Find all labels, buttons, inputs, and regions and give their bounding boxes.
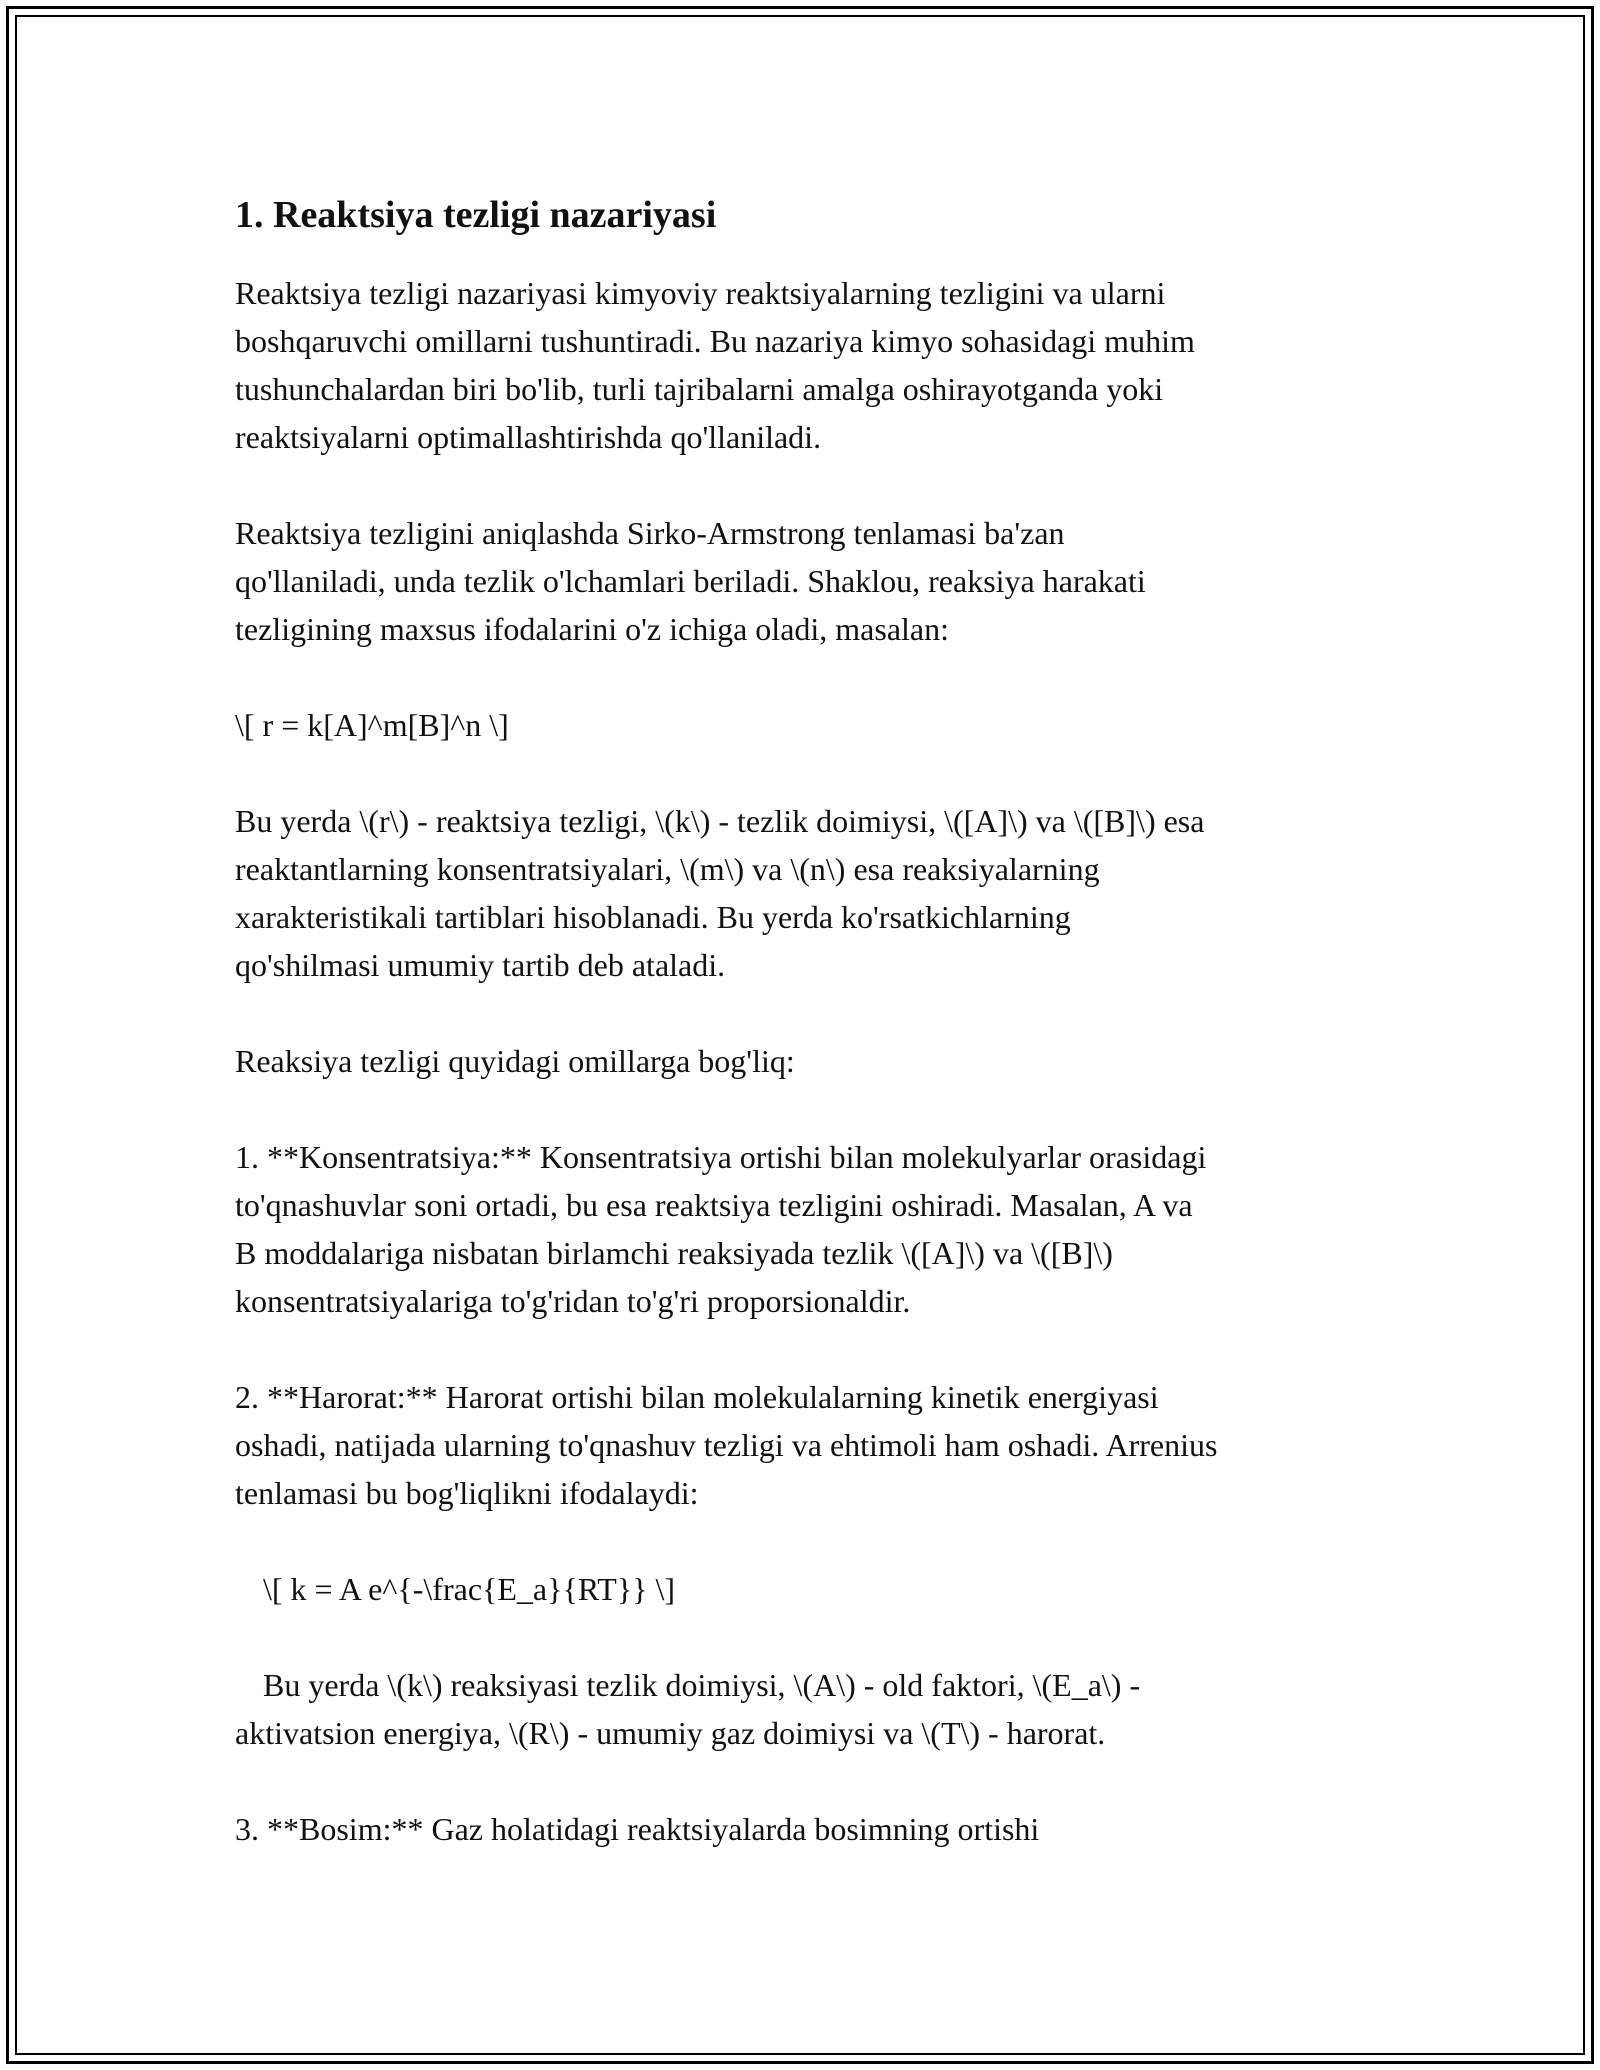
list-item-pressure: 3. **Bosim:** Gaz holatidagi reaktsiyalarda bosimning ortishi [235,1811,1040,1847]
list-item-concentration: 1. **Konsentratsiya:** Konsentratsiya ortishi bilan molekulyarlar orasidagi to'qnashuvlar soni ortadi, bu esa reaktsiya tezligini oshiradi. Masalan, A va B moddalariga nisbatan birlamchi reaksiyada tezlik \([A]\) va \([B]\) konsentratsiyalariga to'g'ridan to'g'ri proporsionaldir. [235,1139,1207,1319]
factors-intro: Reaksiya tezligi quyidagi omillarga bog'liq: [235,1043,795,1079]
sirko-armstrong-paragraph: Reaktsiya tezligini aniqlashda Sirko-Armstrong tenlamasi ba'zan qo'llaniladi, unda tezlik o'lchamlari beriladi. Shaklou, reaksiya harakati tezligining maxsus ifodalarini o'z ichiga oladi, masalan: [235,515,1146,647]
section-heading: 1. Reaktsiya tezligi nazariyasi [235,194,717,236]
arrhenius-equation: \[ k = A e^{-\frac{E_a}{RT}} \] [263,1571,676,1607]
rate-explanation-paragraph: Bu yerda \(r\) - reaktsiya tezligi, \(k\) - tezlik doimiysi, \([A]\) va \([B]\) esa reaktantlarning konsentratsiyalari, \(m\) va \(n\) esa reaksiyalarning xarakteristikali tartiblari hisoblanadi. Bu yerda ko'rsatkichlarning qo'shilmasi umumiy tartib deb ataladi. [235,803,1205,983]
rate-equation: \[ r = k[A]^m[B]^n \] [235,707,509,743]
intro-paragraph: Reaktsiya tezligi nazariyasi kimyoviy reaktsiyalarning tezligini va ularni boshqaruvchi omillarni tushuntiradi. Bu nazariya kimyo sohasidagi muhim tushunchalardan biri bo'lib, turli tajribalarni amalga oshirayotganda yoki reaktsiyalarni optimallashtirishda qo'llaniladi. [235,275,1195,455]
document-body [235,185,1365,1853]
list-item-temperature: 2. **Harorat:** Harorat ortishi bilan molekulalarning kinetik energiyasi oshadi, natijada ularning to'qnashuv tezligi va ehtimoli ham oshadi. Arrenius tenlamasi bu bog'liqlikni ifodalaydi: [235,1379,1218,1511]
arrhenius-explanation: Bu yerda \(k\) reaksiyasi tezlik doimiysi, \(A\) - old faktori, \(E_a\) - aktivatsion energiya, \(R\) - umumiy gaz doimiysi va \(T\) - harorat. [235,1667,1141,1751]
